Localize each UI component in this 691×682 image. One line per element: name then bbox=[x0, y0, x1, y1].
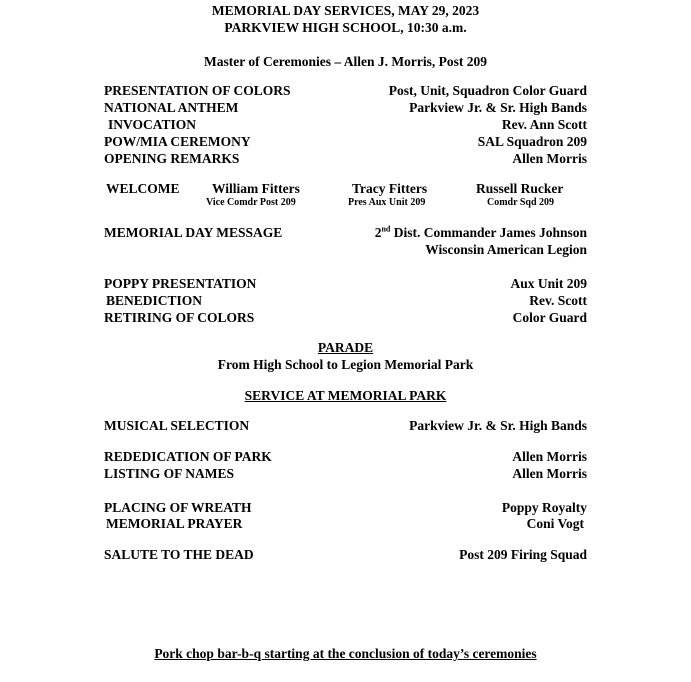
program-value-colors: Post, Unit, Squadron Color Guard bbox=[388, 83, 587, 98]
park-label-rededication: REDEDICATION OF PARK bbox=[104, 449, 272, 464]
welcome-speaker-name: Russell Rucker bbox=[476, 181, 564, 196]
message-organization: Wisconsin American Legion bbox=[425, 242, 587, 257]
program-label-retiring: RETIRING OF COLORS bbox=[104, 310, 255, 325]
park-value-wreath: Poppy Royalty bbox=[501, 500, 587, 515]
parade-route: From High School to Legion Memorial Park bbox=[217, 357, 474, 372]
welcome-speaker-name: Tracy Fitters bbox=[352, 181, 428, 196]
welcome-speaker-title: Comdr Sqd 209 bbox=[487, 197, 555, 208]
park-label-musical: MUSICAL SELECTION bbox=[104, 418, 250, 433]
welcome-speaker-title: Vice Comdr Post 209 bbox=[206, 197, 296, 208]
program-label-opening: OPENING REMARKS bbox=[104, 151, 240, 166]
message-speaker-rest: Dist. Commander James Johnson bbox=[390, 225, 587, 240]
message-label: MEMORIAL DAY MESSAGE bbox=[104, 225, 283, 240]
program-value-anthem: Parkview Jr. & Sr. High Bands bbox=[409, 100, 587, 115]
program-label-poppy: POPPY PRESENTATION bbox=[104, 276, 257, 291]
program-value-poppy: Aux Unit 209 bbox=[510, 276, 587, 291]
program-value-benediction: Rev. Scott bbox=[529, 293, 587, 308]
welcome-label: WELCOME bbox=[106, 181, 180, 196]
program-value-opening: Allen Morris bbox=[512, 151, 587, 166]
welcome-speaker-title: Pres Aux Unit 209 bbox=[348, 197, 426, 208]
message-ordinal-suffix: nd bbox=[381, 224, 391, 234]
master-of-ceremonies: Master of Ceremonies – Allen J. Morris, Post 209 bbox=[204, 54, 487, 69]
program-value-invocation: Rev. Ann Scott bbox=[501, 117, 587, 132]
park-label-wreath: PLACING OF WREATH bbox=[104, 500, 252, 515]
message-speaker bbox=[375, 224, 587, 241]
program-label-colors: PRESENTATION OF COLORS bbox=[104, 83, 291, 98]
message-ordinal: 2 bbox=[374, 225, 382, 240]
footer-note: Pork chop bar-b-q starting at the conclusion of today’s ceremonies bbox=[154, 646, 537, 661]
program-value-powmia: SAL Squadron 209 bbox=[477, 134, 587, 149]
park-value-listing: Allen Morris bbox=[512, 466, 587, 481]
program-label-anthem: NATIONAL ANTHEM bbox=[104, 100, 239, 115]
page-title: MEMORIAL DAY SERVICES, MAY 29, 2023 bbox=[211, 3, 480, 18]
park-label-salute: SALUTE TO THE DEAD bbox=[104, 547, 254, 562]
park-heading: SERVICE AT MEMORIAL PARK bbox=[244, 388, 447, 403]
park-label-prayer: MEMORIAL PRAYER bbox=[106, 516, 243, 531]
park-value-musical: Parkview Jr. & Sr. High Bands bbox=[409, 418, 587, 433]
park-value-salute: Post 209 Firing Squad bbox=[459, 547, 587, 562]
welcome-speaker-name: William Fitters bbox=[212, 181, 300, 196]
program-label-powmia: POW/MIA CEREMONY bbox=[104, 134, 251, 149]
parade-heading: PARADE bbox=[317, 340, 374, 355]
program-label-benediction: BENEDICTION bbox=[106, 293, 203, 308]
program-value-retiring: Color Guard bbox=[512, 310, 587, 325]
page-subtitle: PARKVIEW HIGH SCHOOL, 10:30 a.m. bbox=[224, 20, 467, 35]
park-label-listing: LISTING OF NAMES bbox=[104, 466, 235, 481]
program-label-invocation: INVOCATION bbox=[108, 117, 196, 132]
park-value-prayer: Coni Vogt bbox=[526, 516, 584, 531]
park-value-rededication: Allen Morris bbox=[512, 449, 587, 464]
